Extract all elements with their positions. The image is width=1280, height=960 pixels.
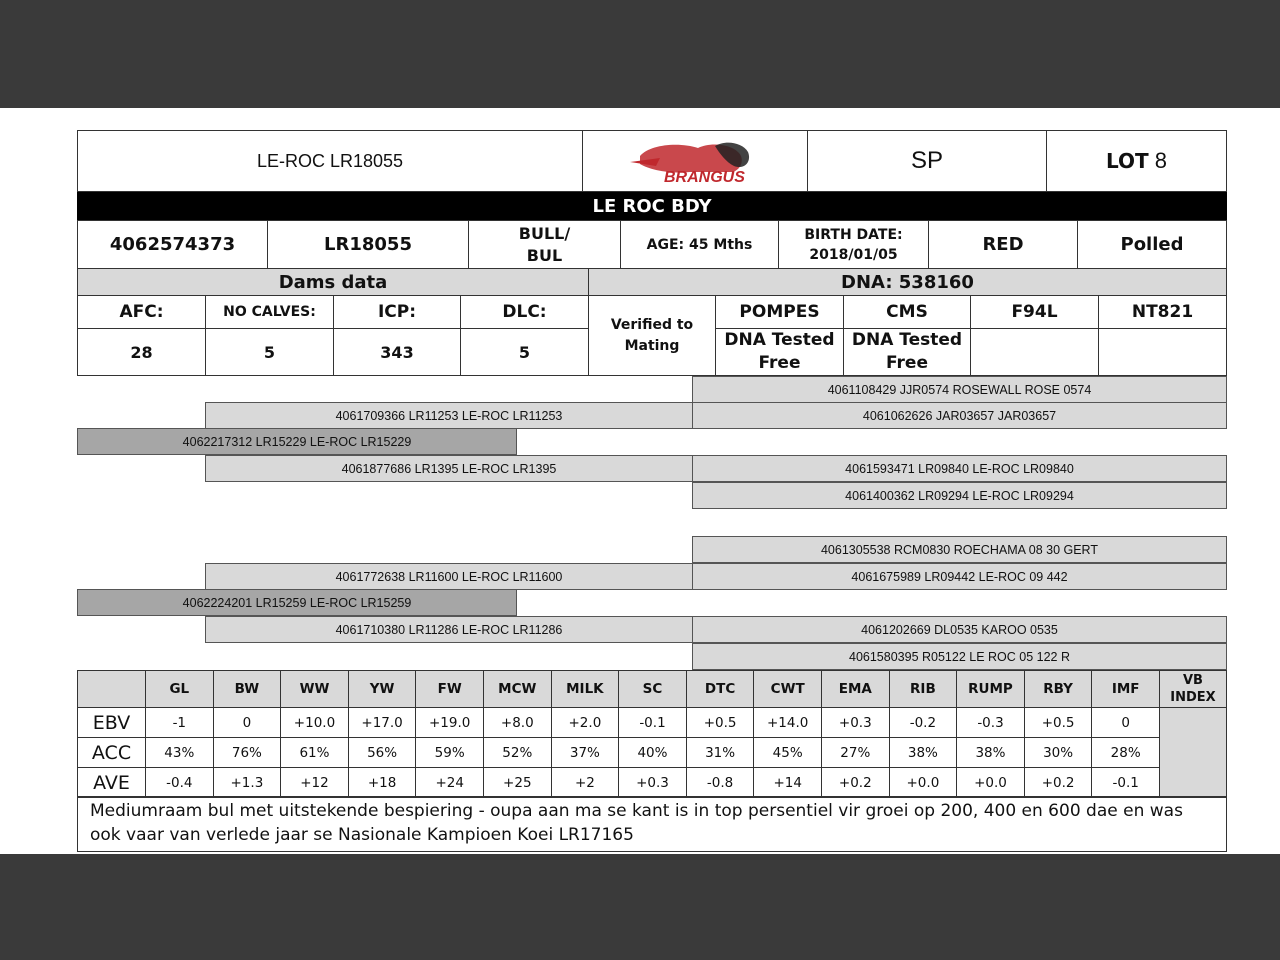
ebv-table — [77, 670, 1227, 797]
dna-verified — [588, 295, 716, 376]
ebv-cell: +8.0 — [483, 707, 552, 738]
age: AGE: 45 Mths — [620, 220, 779, 269]
catalogue-sheet — [0, 108, 1280, 854]
pedigree-dds: 4061202669 DL0535 KAROO 0535 — [692, 616, 1227, 643]
ebv-cell: +0.2 — [821, 767, 890, 798]
animal-name: LE-ROC LR18055 — [77, 130, 583, 192]
ebv-cell: 27% — [821, 737, 890, 768]
ebv-col-header: YW — [348, 670, 417, 708]
index-line1: VB — [1183, 673, 1203, 688]
lot-label: LOT — [1105, 149, 1149, 173]
ebv-col-header: RIB — [889, 670, 958, 708]
dna-test-pompes: POMPES — [715, 295, 844, 329]
pedigree-sss: 4061108429 JJR0574 ROSEWALL ROSE 0574 — [692, 376, 1227, 403]
pedigree-ddd: 4061580395 R05122 LE ROC 05 122 R — [692, 643, 1227, 670]
ebv-col-header: RBY — [1024, 670, 1093, 708]
lot-box — [1046, 130, 1227, 192]
ebv-cell: +19.0 — [415, 707, 484, 738]
ebv-col-header: WW — [280, 670, 349, 708]
ebv-cell: -0.1 — [618, 707, 687, 738]
ebv-cell: 59% — [415, 737, 484, 768]
pedigree-dss: 4061305538 RCM0830 ROECHAMA 08 30 GERT — [692, 536, 1227, 563]
ebv-cell: 28% — [1091, 737, 1160, 768]
dams-header-dlc: DLC: — [460, 295, 589, 329]
ebv-cell: +24 — [415, 767, 484, 798]
ebv-cell: -0.2 — [889, 707, 958, 738]
verified-line1: Verified to — [610, 316, 694, 333]
ebv-cell: +0.2 — [1024, 767, 1093, 798]
dna-title: DNA: 538160 — [588, 268, 1227, 296]
ebv-cell: 37% — [551, 737, 620, 768]
ebv-cell: +0.3 — [821, 707, 890, 738]
ebv-cell: +0.0 — [956, 767, 1025, 798]
ebv-cell: -0.1 — [1091, 767, 1160, 798]
ebv-cell: +0.3 — [618, 767, 687, 798]
ebv-cell: +14.0 — [753, 707, 822, 738]
id-number: 4062574373 — [77, 220, 268, 269]
birth-value: 2018/01/05 — [809, 246, 898, 263]
pedigree-dsd: 4061675989 LR09442 LE-ROC 09 442 — [692, 563, 1227, 590]
ebv-col-header: MCW — [483, 670, 552, 708]
ebv-col-header: GL — [145, 670, 214, 708]
lot-number: 8 — [1154, 148, 1168, 173]
ebv-index-header — [1159, 670, 1227, 708]
ebv-cell: 0 — [213, 707, 282, 738]
ebv-col-header: BW — [213, 670, 282, 708]
pedigree-sire-dam: 4061877686 LR1395 LE-ROC LR1395 — [205, 455, 693, 482]
pedigree-sire-sire: 4061709366 LR11253 LE-ROC LR11253 — [205, 402, 693, 429]
ebv-cell: 43% — [145, 737, 214, 768]
ebv-cell: -0.8 — [686, 767, 755, 798]
tag-number: LR18055 — [267, 220, 469, 269]
ebv-col-header: EMA — [821, 670, 890, 708]
ebv-cell: 52% — [483, 737, 552, 768]
dams-value-afc: 28 — [77, 328, 206, 376]
verified-line2: Mating — [624, 337, 680, 354]
dams-header-afc: AFC: — [77, 295, 206, 329]
index-line2: INDEX — [1170, 690, 1216, 705]
breed-code: SP — [807, 130, 1047, 192]
ebv-col-header: CWT — [753, 670, 822, 708]
dna-result-f94l — [970, 328, 1099, 376]
colour: RED — [928, 220, 1078, 269]
ebv-cell: +18 — [348, 767, 417, 798]
result-line2: Free — [886, 353, 928, 373]
ebv-col-header: MILK — [551, 670, 620, 708]
animal-banner: LE ROC BDY — [77, 192, 1227, 220]
ebv-cell: 40% — [618, 737, 687, 768]
dna-result-pompes — [715, 328, 844, 376]
brangus-logo — [582, 130, 808, 192]
ebv-cell: +2.0 — [551, 707, 620, 738]
dams-title: Dams data — [77, 268, 589, 296]
ebv-cell: +0.5 — [686, 707, 755, 738]
ebv-row-label: ACC — [77, 737, 146, 768]
dna-test-nt821: NT821 — [1098, 295, 1227, 329]
ebv-row-label: EBV — [77, 707, 146, 738]
ebv-cell: +0.5 — [1024, 707, 1093, 738]
ebv-row-label: AVE — [77, 767, 146, 798]
ebv-cell: +2 — [551, 767, 620, 798]
ebv-cell: -0.4 — [145, 767, 214, 798]
ebv-cell: +14 — [753, 767, 822, 798]
dams-header-icp: ICP: — [333, 295, 461, 329]
pedigree-ssd: 4061062626 JAR03657 JAR03657 — [692, 402, 1227, 429]
ebv-col-header: FW — [415, 670, 484, 708]
ebv-cell: 0 — [1091, 707, 1160, 738]
sex-line1: BULL/ — [518, 223, 571, 243]
dna-result-cms — [843, 328, 971, 376]
sex — [468, 220, 621, 269]
horn-status: Polled — [1077, 220, 1227, 269]
dna-result-nt821 — [1098, 328, 1227, 376]
dams-value-no-calves: 5 — [205, 328, 334, 376]
pedigree-sds: 4061593471 LR09840 LE-ROC LR09840 — [692, 455, 1227, 482]
ebv-corner — [77, 670, 146, 708]
ebv-index-value — [1159, 707, 1227, 798]
ebv-cell: +0.0 — [889, 767, 958, 798]
pedigree-dam: 4062224201 LR15259 LE-ROC LR15259 — [77, 589, 517, 616]
ebv-col-header: IMF — [1091, 670, 1160, 708]
ebv-cell: +1.3 — [213, 767, 282, 798]
pedigree-dam-dam: 4061710380 LR11286 LE-ROC LR11286 — [205, 616, 693, 643]
dams-header-no-calves: NO CALVES: — [205, 295, 334, 329]
dna-test-f94l: F94L — [970, 295, 1099, 329]
ebv-cell: +10.0 — [280, 707, 349, 738]
pedigree-sdd: 4061400362 LR09294 LE-ROC LR09294 — [692, 482, 1227, 509]
svg-text:BRANGUS: BRANGUS — [664, 169, 745, 186]
dams-value-dlc: 5 — [460, 328, 589, 376]
ebv-cell: 45% — [753, 737, 822, 768]
ebv-cell: 61% — [280, 737, 349, 768]
ebv-col-header: DTC — [686, 670, 755, 708]
ebv-cell: 38% — [956, 737, 1025, 768]
ebv-cell: -0.3 — [956, 707, 1025, 738]
ebv-cell: -1 — [145, 707, 214, 738]
ebv-cell: 30% — [1024, 737, 1093, 768]
bull-logo-icon — [620, 136, 770, 186]
pedigree-dam-sire: 4061772638 LR11600 LE-ROC LR11600 — [205, 563, 693, 590]
birth-label: BIRTH DATE: — [804, 226, 903, 243]
dna-test-cms: CMS — [843, 295, 971, 329]
sex-line2: BUL — [526, 245, 563, 265]
ebv-cell: 38% — [889, 737, 958, 768]
ebv-col-header: RUMP — [956, 670, 1025, 708]
ebv-cell: +25 — [483, 767, 552, 798]
result-line1: DNA Tested — [851, 330, 963, 350]
result-line1: DNA Tested — [724, 330, 835, 350]
result-line2: Free — [758, 353, 801, 373]
ebv-col-header: SC — [618, 670, 687, 708]
ebv-cell: +12 — [280, 767, 349, 798]
ebv-cell: 56% — [348, 737, 417, 768]
ebv-cell: 76% — [213, 737, 282, 768]
comment-box: Mediumraam bul met uitstekende bespiering - oupa aan ma se kant is in top persentiel vir groei op 200, 400 en 600 dae en was ook vaar van verlede jaar se Nasionale Kampioen Koei LR17165 — [77, 796, 1227, 852]
ebv-cell: 31% — [686, 737, 755, 768]
birth-date — [778, 220, 929, 269]
ebv-cell: +17.0 — [348, 707, 417, 738]
dams-value-icp: 343 — [333, 328, 461, 376]
pedigree-sire: 4062217312 LR15229 LE-ROC LR15229 — [77, 428, 517, 455]
